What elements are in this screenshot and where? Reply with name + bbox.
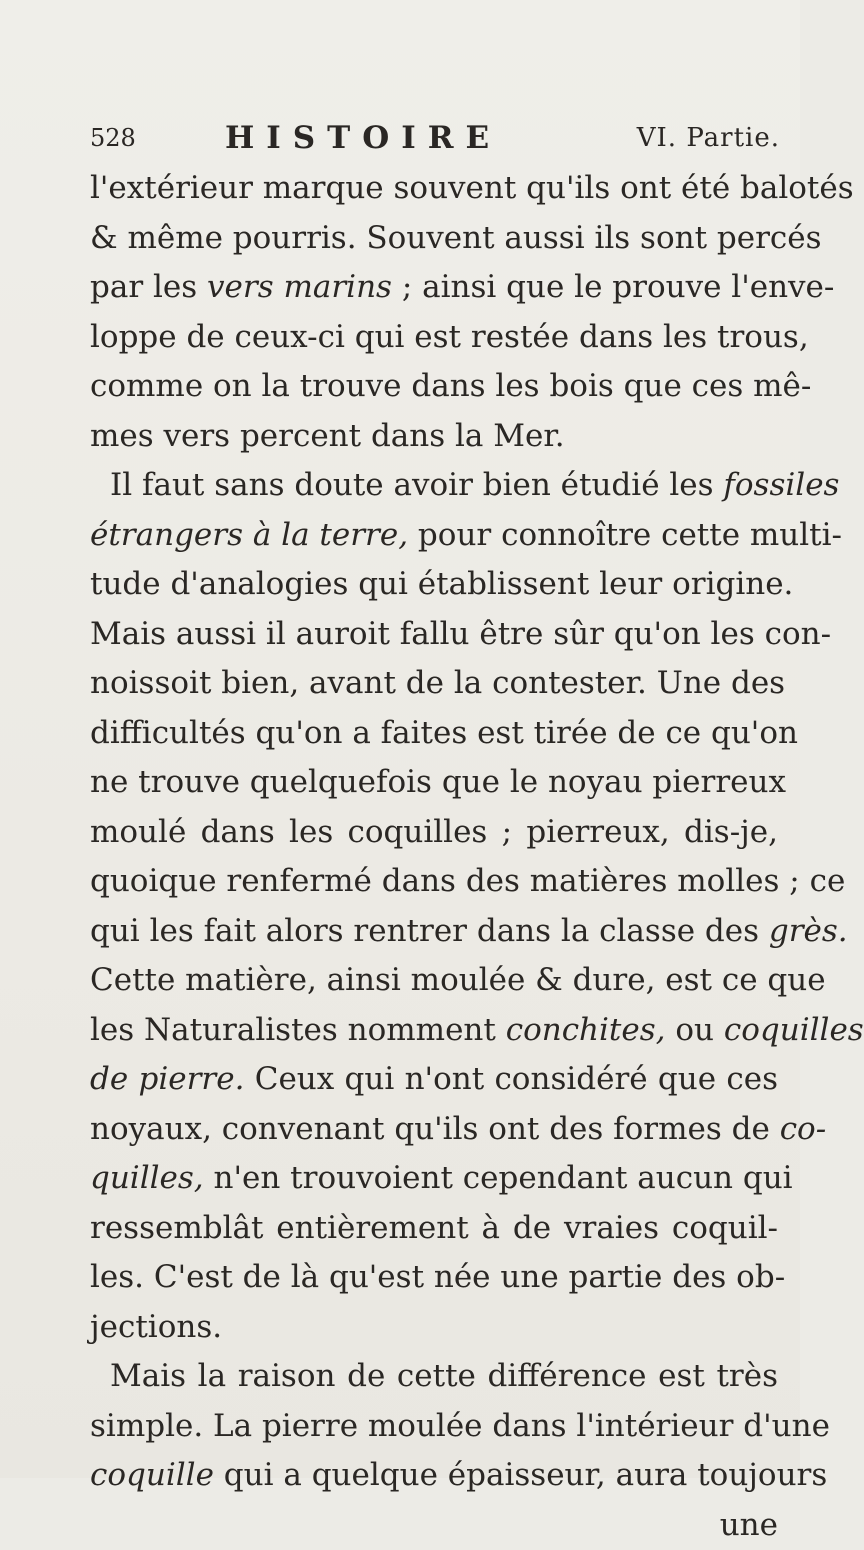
text-line [90,1451,778,1501]
italic-term: vers marins [207,269,392,305]
line-text: tude d'analogies qui établissent leur origine. [90,566,793,602]
text-line [90,1154,778,1204]
line-text: l'extérieur marque souvent qu'ils ont été balotés [90,170,854,206]
text-line [90,709,778,759]
italic-term: de pierre. [90,1061,244,1097]
text-line [90,1352,778,1402]
text-line [90,362,778,412]
line-text: noyaux, convenant qu'ils ont des formes de [90,1111,780,1147]
line-text: quoique renfermé dans des matières molles ; ce [90,863,845,899]
line-text: ; ainsi que le prouve l'enve- [392,269,834,305]
line-text: pour connoître cette multi- [408,517,842,553]
running-title: HISTOIRE [225,116,501,160]
line-text: ne trouve quelquefois que le noyau pierreux [90,764,786,800]
text-line [90,1303,778,1353]
line-text: mes vers percent dans la Mer. [90,418,565,454]
line-text: comme on la trouve dans les bois que ces mê- [90,368,811,404]
text-line [90,1501,778,1550]
text-line [90,659,778,709]
line-text: ressemblât entièrement à de vraies coquil- [90,1210,778,1246]
line-text: & même pourris. Souvent aussi ils sont percés [90,220,822,256]
italic-term: grès. [769,913,848,949]
line-text: qui les fait alors rentrer dans la classe des [90,913,769,949]
body-text [90,164,778,1550]
text-line [90,1006,778,1056]
section-label: VI. Partie. [637,116,780,160]
line-text: simple. La pierre moulée dans l'intérieur d'une [90,1408,830,1444]
italic-term: fossiles [723,467,839,503]
text-line [90,1253,778,1303]
text-line [90,164,778,214]
line-text: difficultés qu'on a faites est tirée de ce qu'on [90,715,798,751]
text-line [90,1204,778,1254]
text-line [90,808,778,858]
line-text: noissoit bien, avant de la contester. Une des [90,665,785,701]
line-text: loppe de ceux-ci qui est restée dans les trous, [90,319,809,355]
line-text: une [720,1507,778,1543]
line-text: par les [90,269,207,305]
text-line [90,907,778,957]
text-line [90,214,778,264]
line-text: ou [666,1012,724,1048]
text-line [90,1055,778,1105]
italic-term: étrangers à la terre, [90,517,408,553]
italic-term: co- [780,1111,827,1147]
line-text: moulé dans les coquilles ; pierreux, dis-je, [90,814,778,850]
line-text: Mais aussi il auroit fallu être sûr qu'on les con- [90,616,831,652]
line-text: Mais la raison de cette différence est très [110,1358,778,1394]
page-header [90,116,780,160]
italic-term: quilles, [90,1160,204,1196]
text-line [90,857,778,907]
line-text: qui a quelque épaisseur, aura toujours [214,1457,827,1493]
italic-term: coquille [90,1457,214,1493]
text-line [90,1105,778,1155]
text-line [90,263,778,313]
line-text: n'en trouvoient cependant aucun qui [204,1160,793,1196]
italic-term: conchites, [506,1012,666,1048]
text-line [90,511,778,561]
line-text: les. C'est de là qu'est née une partie des ob- [90,1259,785,1295]
text-line [90,313,778,363]
italic-term: coquilles [724,1012,864,1048]
line-text: Il faut sans doute avoir bien étudié les [110,467,723,503]
text-line [90,956,778,1006]
line-text: jections. [90,1309,222,1345]
text-line [90,560,778,610]
line-text: les Naturalistes nomment [90,1012,506,1048]
page-number: 528 [90,116,136,160]
text-line [90,758,778,808]
text-line [90,1402,778,1452]
text-line [90,610,778,660]
text-line [90,412,778,462]
line-text: Cette matière, ainsi moulée & dure, est ce que [90,962,826,998]
text-line [90,461,778,511]
line-text: Ceux qui n'ont considéré que ces [244,1061,778,1097]
